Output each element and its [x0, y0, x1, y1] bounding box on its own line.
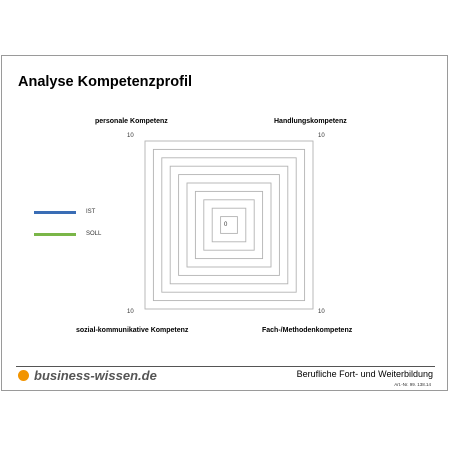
legend-label-ist: IST — [86, 209, 96, 215]
tick-max-top-right: 10 — [318, 133, 325, 139]
slide — [1, 55, 448, 391]
tick-max-top-left: 10 — [127, 133, 134, 139]
tick-max-bottom-right: 10 — [318, 309, 325, 315]
axis-label-handlung: Handlungskompetenz — [274, 118, 347, 125]
slide-title: Analyse Kompetenzprofil — [18, 74, 193, 90]
radar-chart — [144, 140, 314, 310]
axis-label-fach: Fach-/Methodenkompetenz — [262, 327, 353, 334]
radar-gridline-7 — [170, 166, 288, 284]
radar-gridline-5 — [187, 183, 271, 267]
legend-swatch-soll — [34, 233, 76, 236]
radar-gridline-6 — [179, 175, 280, 276]
radar-gridline-9 — [153, 149, 304, 300]
footer-article-number: Art.-Nr. 99. 138.14 — [394, 382, 431, 387]
legend-swatch-ist — [34, 211, 76, 214]
tick-center: 0 — [224, 222, 228, 228]
legend-item-ist — [34, 209, 95, 215]
radar-gridline-3 — [204, 200, 254, 250]
logo — [18, 368, 157, 383]
legend-item-soll — [34, 231, 101, 237]
radar-gridline-2 — [212, 208, 246, 242]
axis-label-personale: personale Kompetenz — [95, 118, 168, 125]
footer-divider — [16, 366, 435, 367]
legend-label-soll: SOLL — [86, 231, 102, 237]
footer-title: Berufliche Fort- und Weiterbildung — [296, 369, 433, 379]
radar-gridline-8 — [162, 158, 296, 292]
tick-max-bottom-left: 10 — [127, 309, 134, 315]
logo-text: business-wissen.de — [34, 368, 157, 383]
radar-gridline-4 — [195, 191, 262, 258]
axis-label-sozial: sozial-kommunikative Kompetenz — [76, 327, 189, 334]
logo-dot-icon — [18, 370, 29, 381]
